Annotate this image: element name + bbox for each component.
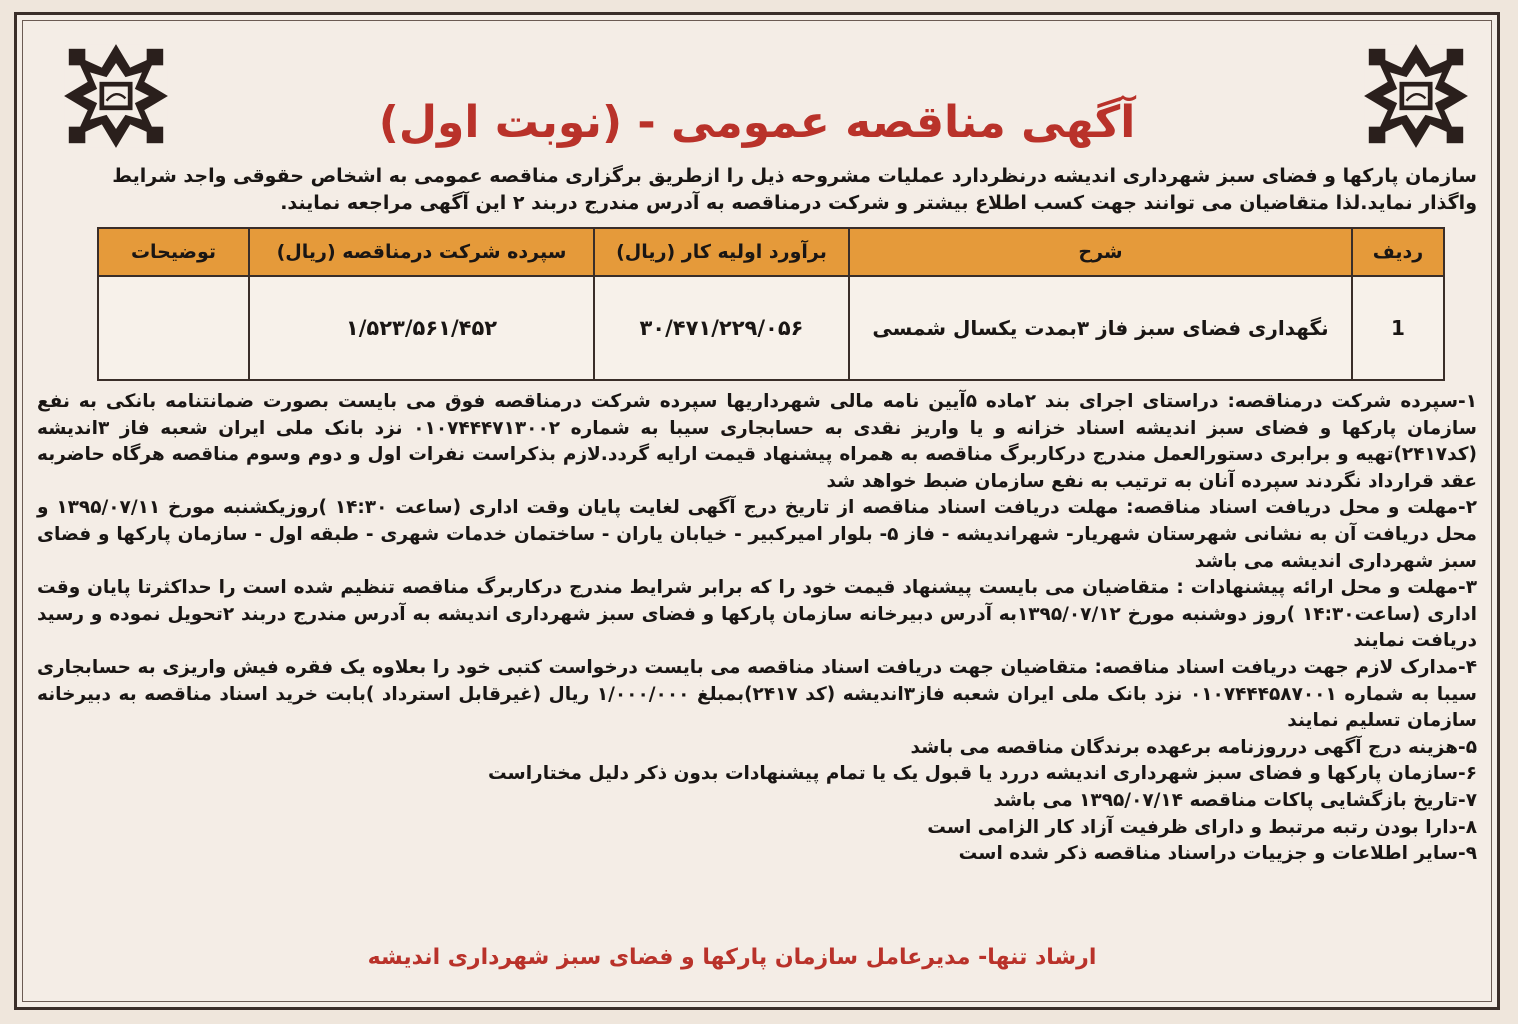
- table-row: [98, 276, 1444, 380]
- header-row-number: ردیف: [1352, 228, 1444, 276]
- clause-item: ۶-سازمان پارکها و فضای سبز شهرداری اندیشه دررد یا قبول یک یا تمام پیشنهادات بدون ذکر دلیل مختاراست: [487, 763, 1477, 785]
- municipality-logo-right: [1357, 37, 1475, 155]
- estimate-value: ۳۰/۴۷۱/۲۲۹/۰۵۶: [639, 316, 804, 340]
- emblem-icon: [57, 37, 175, 155]
- clauses-list: [37, 389, 1477, 868]
- signature-line: ارشاد تنها- مدیرعامل سازمان پارکها و فضای سبز شهرداری اندیشه: [367, 945, 1097, 970]
- cell-deposit: [249, 276, 594, 380]
- clause-item: ۱-سپرده شرکت درمناقصه: دراستای اجرای بند ۲ماده ۵آیین نامه مالی شهرداریها سپرده شرکت درمناقصه فوق می بایست بصورت ضمانتنامه بانکی به نفع سازمان پارکها و فضای سبز اندیشه اسناد خزانه و یا واریز نقدی به حسابجاری سیبا به شماره ۰۱۰۷۴۴۴۷۱۳۰۰۲ نزد بانک ملی ایران شعبه فاز ۳اندیشه (کد۲۴۱۷)تهیه و برابری دستورالعمل مندرج درکاربرگ مناقصه به همراه پیشنهاد قیمت ارایه گردد.لازم بذکراست نفرات اول و دوم وسوم مناقصه هرگاه حاضربه عقد قرارداد نگردند سپرده آنان به ترتیب به نفع سازمان ضبط خواهد شد: [37, 391, 1478, 492]
- cell-description: نگهداری فضای سبز فاز ۳بمدت یکسال شمسی: [849, 276, 1352, 380]
- clause-item: ۴-مدارک لازم جهت دریافت اسناد مناقصه: متقاضیان جهت دریافت اسناد مناقصه می بایست درخواست کتبی خود را بعلاوه یک فقره فیش واریزی به حسابجاری سیبا به شماره ۰۱۰۷۴۴۴۵۸۷۰۰۱ نزد بانک ملی ایران شعبه فاز۳اندیشه (کد ۲۴۱۷)بمبلغ ۱/۰۰۰/۰۰۰ ریال (غیرقابل استرداد )بابت خرید اسناد مناقصه به دبیرخانه سازمان تسلیم نمایند: [37, 656, 1477, 732]
- table-header-row: [98, 228, 1444, 276]
- header-deposit: سپرده شرکت درمناقصه (ریال): [249, 228, 594, 276]
- cell-row-number: 1: [1352, 276, 1444, 380]
- advertisement-page: [14, 12, 1500, 1010]
- clause-item: ۸-دارا بودن رتبه مرتبط و دارای ظرفیت آزاد کار الزامی است: [927, 816, 1477, 838]
- clause-item: ۳-مهلت و محل ارائه پیشنهادات : متقاضیان می بایست پیشنهاد قیمت خود را که برابر شرایط مندرج درکاربرگ مناقصه تنظیم شده است را حداکثرتا پایان وقت اداری (ساعت۱۴:۳۰ )روز دوشنبه مورخ ۱۳۹۵/۰۷/۱۲به آدرس دبیرخانه سازمان پارکها و فضای سبز شهرداری اندیشه به آدرس مندرج دربند ۲تحویل نموده و رسید دریافت نمایند: [37, 577, 1478, 652]
- clause-item: ۹-سایر اطلاعات و جزییات دراسناد مناقصه ذکر شده است: [958, 843, 1477, 865]
- intro-line: واگذار نماید.لذا متقاضیان می توانند جهت کسب اطلاع بیشتر و شرکت درمناقصه به آدرس مندرج دربند ۲ این آگهی مراجعه نمایند.: [280, 192, 1477, 214]
- deposit-value: ۱/۵۲۳/۵۶۱/۴۵۲: [345, 316, 498, 340]
- header-estimate: برآورد اولیه کار (ریال): [594, 228, 849, 276]
- cell-notes: [98, 276, 249, 380]
- intro-paragraph: [37, 163, 1477, 217]
- municipality-logo-left: [57, 37, 175, 155]
- clause-item: ۷-تاریخ بازگشایی پاکات مناقصه ۱۳۹۵/۰۷/۱۴ می باشد: [993, 789, 1477, 811]
- page-title: آگهی مناقصه عمومی - (نوبت اول): [378, 97, 1136, 148]
- intro-line: سازمان پارکها و فضای سبز شهرداری اندیشه درنظردارد عملیات مشروحه ذیل را ازطریق برگزاری مناقصه عمومی به اشخاص حقوقی واجد شرایط: [112, 165, 1477, 187]
- tender-table: [97, 227, 1445, 381]
- emblem-icon: [1357, 37, 1475, 155]
- clause-item: ۵-هزینه درج آگهی درروزنامه برعهده برندگان مناقصه می باشد: [910, 736, 1477, 758]
- cell-estimate: [594, 276, 849, 380]
- clause-item: ۲-مهلت و محل دریافت اسناد مناقصه: مهلت دریافت اسناد مناقصه از تاریخ درج آگهی لغایت پایان وقت اداری (ساعت ۱۴:۳۰ )روزیکشنبه مورخ ۱۳۹۵/۰۷/۱۱ و محل دریافت آن به نشانی شهرستان شهریار- شهراندیشه - فاز ۵- بلوار امیرکبیر - خیابان یاران - ساختمان خدمات شهری - طبقه اول - سازمان پارکها و فضای سبز شهرداری اندیشه می باشد: [37, 497, 1477, 572]
- header-notes: توضیحات: [98, 228, 249, 276]
- header-description: شرح: [849, 228, 1352, 276]
